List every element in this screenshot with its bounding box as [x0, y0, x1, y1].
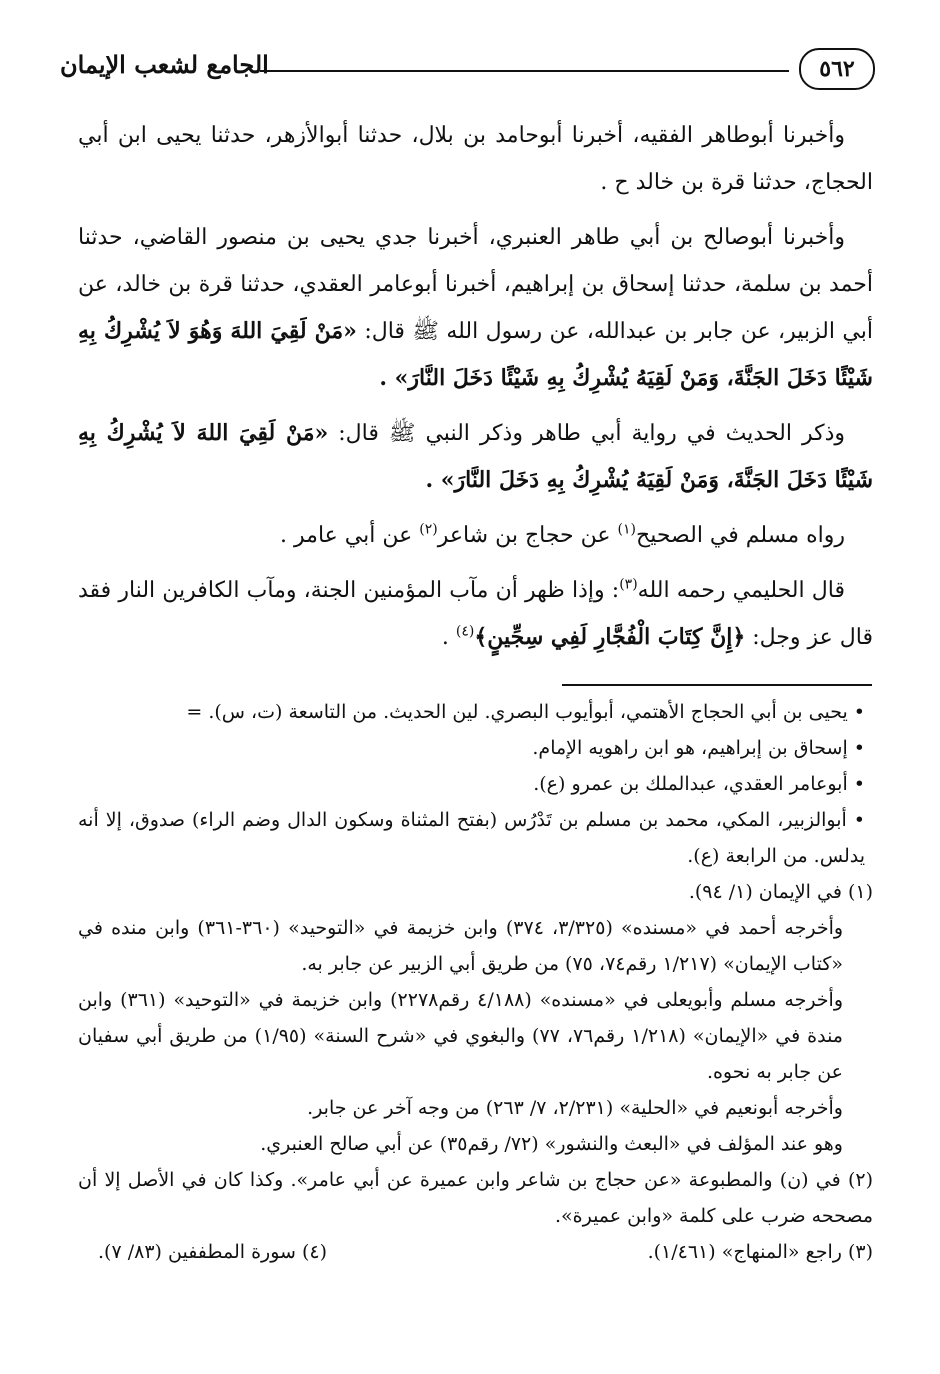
closing-punct: .	[441, 625, 456, 650]
footnote-3-4-row	[78, 1234, 873, 1270]
paragraph-5	[78, 567, 873, 661]
header-rule	[260, 70, 789, 72]
footnote-bullet: • أبوالزبير، المكي، محمد بن مسلم بن تَدْرُس (بفتح المثناة وسكون الدال وضم الراء) صدوق، إلا أنه يدلس. من الرابعة (ع).	[78, 809, 865, 867]
narration-intro: وذكر الحديث في رواية أبي طاهر وذكر النبي ﷺ قال:	[338, 421, 846, 446]
paragraph-2	[78, 214, 873, 402]
quote-text: : وإذا ظهر أن مآب المؤمنين الجنة، ومآب الكافرين النار فقد قال عز وجل:	[78, 578, 873, 650]
book-title: الجامع لشعب الإيمان	[60, 50, 269, 79]
paragraph-3	[78, 410, 873, 504]
main-text	[78, 112, 873, 669]
page-number: ٥٦٢	[799, 48, 875, 90]
footnote-bullet: • إسحاق بن إبراهيم، هو ابن راهويه الإمام.	[532, 737, 865, 759]
source-text: رواه مسلم في الصحيح	[636, 523, 845, 548]
footnote-1-detail: وأخرجه مسلم وأبويعلى في «مسنده» (٤/١٨٨ رقم٢٢٧٨) وابن خزيمة في «التوحيد» (٣٦١) وابن مندة في «الإيمان» (١/٢١٨ رقم٧٦، ٧٧) والبغوي في «شرح السنة» (١/٩٥) من طريق أبي سفيان عن جابر به نحوه.	[78, 989, 843, 1083]
source-text-2: عن حجاج بن شاعر	[437, 523, 611, 548]
hadith-text: «مَنْ لَقِيَ اللهَ وَهُوَ لاَ يُشْرِكُ بِهِ شَيْئًا دَخَلَ الجَنَّةَ، وَمَنْ لَقِيَهُ يُشْرِكُ بِهِ شَيْئًا دَخَلَ النَّارَ» .	[78, 318, 873, 391]
footnote-1-detail: وهو عند المؤلف في «البعث والنشور» (٧٢/ رقم٣٥) عن أبي صالح العنبري.	[260, 1133, 843, 1155]
footnote-ref-3[interactable]: (٣)	[619, 576, 638, 593]
paragraph-4	[78, 512, 873, 559]
footnote-ref-1[interactable]: (١)	[617, 521, 636, 538]
page-header	[60, 46, 875, 94]
continuation-mark: =	[186, 701, 203, 723]
quote-intro: قال الحليمي رحمه الله	[637, 578, 845, 603]
footnote-4: (٤) سورة المطففين (٨٣/ ٧).	[98, 1241, 328, 1263]
footnote-2: (٢) في (ن) والمطبوعة «عن حجاج بن شاعر وابن عميرة عن أبي عامر». وكذا كان في الأصل إلا أن مصححه ضرب على كلمة «وابن عميرة».	[78, 1169, 873, 1227]
source-text-3: عن أبي عامر .	[280, 523, 413, 548]
footnote-1-detail: وأخرجه أحمد في «مسنده» (٣/٣٢٥، ٣٧٤) وابن خزيمة في «التوحيد» (٣٦٠-٣٦١) وابن منده في «كتاب الإيمان» (١/٢١٧ رقم٧٤، ٧٥) من طريق أبي الزبير عن جابر به.	[78, 917, 844, 975]
footnote-ref-4[interactable]: (٤)	[455, 623, 475, 640]
footnote-bullet: • يحيى بن أبي الحجاج الأهتمي، أبوأيوب البصري. لين الحديث. من التاسعة (ت، س). =	[186, 701, 865, 723]
footnote-3: (٣) راجع «المنهاج» (١/٤٦١).	[647, 1241, 873, 1263]
footnotes	[78, 694, 873, 1270]
footnote-1: (١) في الإيمان (١/ ٩٤).	[688, 881, 873, 903]
hadith-text-2: «مَنْ لَقِيَ اللهَ لاَ يُشْرِكُ بِهِ شَيْئًا دَخَلَ الجَنَّةَ، وَمَنْ لَقِيَهُ يُشْرِكُ بِهِ دَخَلَ النَّارَ» .	[78, 420, 873, 493]
footnote-separator	[562, 684, 872, 686]
footnote-ref-2[interactable]: (٢)	[419, 521, 438, 538]
quran-verse: ﴿إِنَّ كِتَابَ الْفُجَّارِ لَفِي سِجِّينٍ﴾	[474, 624, 746, 650]
footnote-1-detail: وأخرجه أبونعيم في «الحلية» (٢/٢٣١، ٧/ ٢٦٣) من وجه آخر عن جابر.	[307, 1097, 843, 1119]
isnad-text: وأخبرنا أبوصالح بن أبي طاهر العنبري، أخبرنا جدي يحيى بن منصور القاضي، حدثنا أحمد بن سلمة، حدثنا إسحاق بن إبراهيم، أخبرنا أبوعامر العقدي، حدثنا قرة بن خالد، عن أبي الزبير، عن جابر بن عبدالله، عن رسول الله ﷺ قال:	[78, 225, 873, 344]
paragraph-1: وأخبرنا أبوطاهر الفقيه، أخبرنا أبوحامد بن بلال، حدثنا أبوالأزهر، حدثنا يحيى ابن أبي الحجاج، حدثنا قرة بن خالد ح .	[78, 123, 873, 195]
footnote-bullet: • أبوعامر العقدي، عبدالملك بن عمرو (ع).	[533, 773, 865, 795]
